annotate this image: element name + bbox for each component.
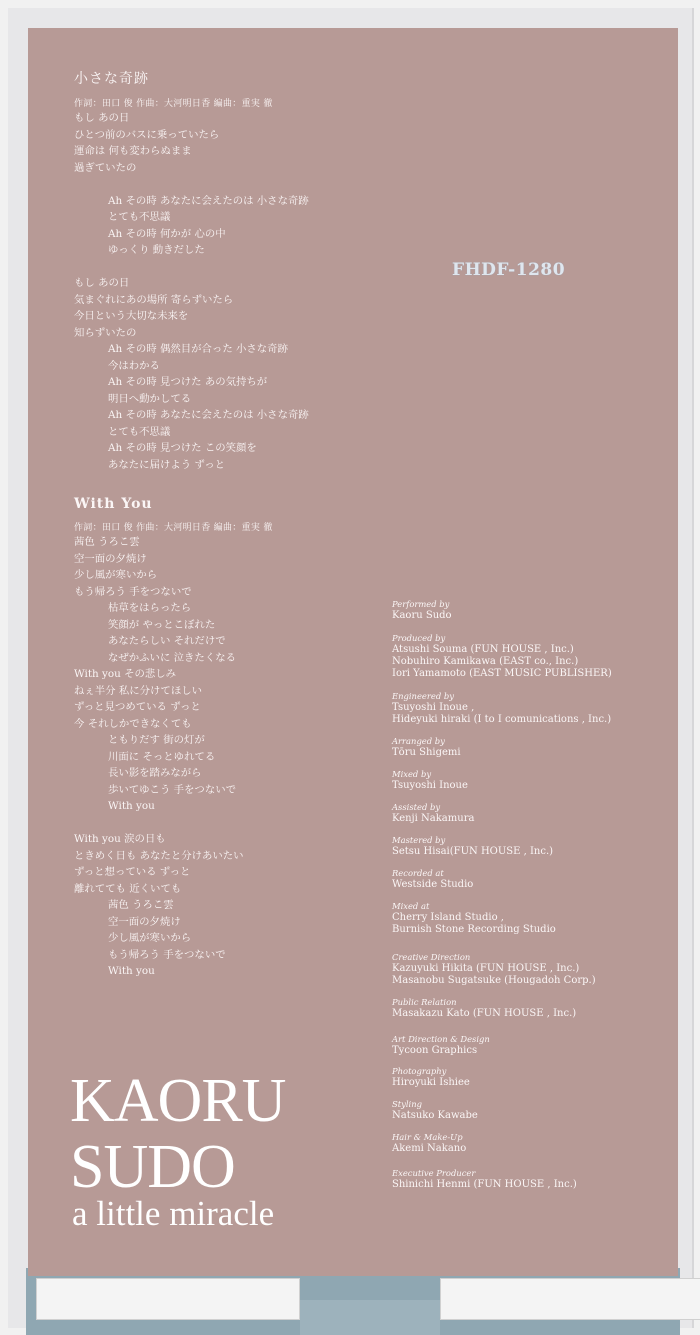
tray-tab-right: [440, 1278, 700, 1320]
lyric-line: 気まぐれにあの場所 寄らずいたら: [74, 293, 234, 306]
staff-name: Tsuyoshi Inoue: [392, 780, 468, 791]
staff-name: Atsushi Souma (FUN HOUSE , Inc.): [392, 644, 574, 655]
song2-lyrics: [74, 534, 244, 980]
staff-group: [392, 1033, 612, 1057]
lyric-line: ともりだす 街の灯が: [108, 734, 205, 746]
staff-group: [392, 834, 612, 858]
staff-name: Natsuko Kawabe: [392, 1110, 478, 1121]
staff-role: Public Relation: [392, 997, 457, 1007]
staff-role: Mixed at: [392, 901, 430, 911]
staff-group: [392, 632, 612, 680]
lyric-line: [74, 259, 309, 276]
staff-role: Creative Direction: [392, 952, 471, 962]
staff-name: Iori Yamamoto (EAST MUSIC PUBLISHER): [392, 668, 612, 679]
lyric-line: ひとつ前のバスに乗っていたら: [74, 128, 220, 141]
staff-role: Hair & Make-Up: [392, 1132, 463, 1142]
staff-credits: [392, 598, 612, 1191]
lyric-line: 歩いてゆこう 手をつないで: [108, 783, 236, 796]
lyric-line: 離れてても 近くいても: [74, 882, 182, 895]
staff-name: Akemi Nakano: [392, 1143, 467, 1154]
staff-name: Hiroyuki Ishiee: [392, 1077, 470, 1088]
song1-credits: 作詞：田口 俊 作曲：大河明日香 編曲：重実 徹: [74, 99, 273, 109]
staff-group: [392, 900, 612, 936]
staff-role: Recorded at: [392, 868, 444, 878]
staff-name: Shinichi Henmi (FUN HOUSE , Inc.): [392, 1179, 577, 1190]
lyric-line: あなたに届けよう ずっと: [108, 458, 225, 471]
lyric-line: Ah その時 偶然目が合った 小さな奇跡: [108, 343, 288, 355]
lyric-line: 茜色 うろこ雲: [108, 899, 174, 911]
lyric-line: With you: [108, 800, 155, 812]
lyric-line: 枯草をはらったら: [108, 602, 192, 614]
staff-group: [392, 1131, 612, 1155]
lyric-line: [74, 815, 244, 832]
lyric-line: あなたらしい それだけで: [108, 635, 226, 647]
song1-lyrics: [74, 110, 309, 473]
staff-group: [392, 768, 612, 792]
lyric-line: なぜかふいに 泣きたくなる: [108, 651, 236, 664]
staff-group: [392, 996, 612, 1020]
lyric-line: 知らずいたの: [74, 326, 137, 339]
lyric-line: 今はわかる: [108, 359, 160, 372]
staff-name: Setsu Hisai(FUN HOUSE , Inc.): [392, 846, 554, 857]
lyric-line: ずっと想っている ずっと: [74, 866, 191, 878]
lyric-line: 川面に そっとゆれてる: [108, 750, 216, 763]
album-title: a little miracle: [72, 1194, 275, 1233]
lyric-line: Ah その時 見つけた この笑顔を: [108, 442, 257, 454]
staff-group: [392, 1065, 612, 1089]
lyric-line: もし あの日: [74, 277, 130, 289]
lyric-line: 今 それしかできなくても: [74, 717, 192, 730]
lyric-line: Ah その時 何かが 心の中: [108, 227, 226, 240]
staff-group: [392, 1167, 612, 1191]
staff-role: Mixed by: [392, 769, 432, 779]
lyric-line: 明日へ動かしてる: [108, 392, 192, 405]
lyric-line: With you 涙の日も: [74, 833, 166, 845]
staff-role: Assisted by: [392, 802, 441, 812]
staff-role: Mastered by: [392, 835, 446, 845]
staff-role: Executive Producer: [392, 1168, 476, 1178]
staff-name: Tsuyoshi Inoue ,: [392, 702, 475, 713]
staff-role: Photography: [392, 1066, 447, 1076]
staff-name: Westside Studio: [392, 879, 474, 890]
lyric-line: 運命は 何も変わらぬまま: [74, 145, 192, 157]
lyric-line: 笑顔が やっとこぼれた: [108, 618, 216, 631]
song2-credits: 作詞：田口 俊 作曲：大河明日香 編曲：重実 徹: [74, 523, 273, 533]
lyric-line: 少し風が寒いから: [108, 932, 192, 944]
lyric-line: With you その悲しみ: [74, 668, 177, 680]
tray-tab-left: [36, 1278, 300, 1320]
staff-role: Engineered by: [392, 691, 454, 701]
lyric-line: とても不思議: [108, 211, 171, 223]
staff-name: Nobuhiro Kamikawa (EAST co., Inc.): [392, 656, 579, 667]
staff-role: Arranged by: [392, 736, 445, 746]
staff-name: Burnish Stone Recording Studio: [392, 924, 556, 935]
lyric-card: [28, 28, 678, 1276]
tray-gap: [300, 1300, 440, 1335]
staff-name: Masakazu Kato (FUN HOUSE , Inc.): [392, 1008, 577, 1019]
staff-role: Produced by: [392, 633, 446, 643]
staff-group: [392, 867, 612, 891]
song1-title: 小さな奇跡: [74, 71, 149, 87]
lyric-line: もし あの日: [74, 112, 130, 124]
staff-name: Kenji Nakamura: [392, 813, 475, 824]
lyric-line: 空一面の夕焼け: [74, 552, 147, 565]
staff-name: Masanobu Sugatsuke (Hougadoh Corp.): [392, 975, 596, 986]
staff-name: Tōru Shigemi: [392, 747, 461, 758]
staff-name: Tycoon Graphics: [392, 1045, 478, 1056]
lyric-line: ときめく日も あなたと分けあいたい: [74, 849, 244, 862]
lyric-line: ねぇ半分 私に分けてほしい: [74, 684, 202, 697]
staff-role: Styling: [392, 1099, 422, 1109]
staff-group: [392, 1098, 612, 1122]
lyric-line: 過ぎていたの: [74, 161, 137, 174]
lyric-line: Ah その時 あなたに会えたのは 小さな奇跡: [108, 409, 309, 421]
lyric-line: With you: [108, 965, 155, 977]
staff-group: [392, 690, 612, 726]
lyric-line: Ah その時 あなたに会えたのは 小さな奇跡: [108, 194, 309, 207]
lyric-line: 茜色 うろこ雲: [74, 536, 140, 548]
staff-name: Kaoru Sudo: [392, 610, 452, 621]
staff-group: [392, 735, 612, 759]
staff-role: Performed by: [392, 599, 450, 609]
staff-name: Hideyuki hiraki (I to I comunications , Inc.): [392, 714, 612, 725]
lyric-line: ゆっくり 動きだした: [108, 244, 205, 256]
catalog-number: FHDF-1280: [452, 260, 566, 280]
staff-group: [392, 801, 612, 825]
artist-name-line1: KAORU: [70, 1067, 286, 1135]
lyric-line: Ah その時 見つけた あの気持ちが: [108, 376, 268, 388]
staff-group: [392, 598, 612, 622]
lyric-line: 今日という大切な未来を: [74, 310, 189, 322]
staff-group: [392, 951, 612, 987]
staff-name: Cherry Island Studio ,: [392, 912, 504, 923]
lyric-line: [74, 176, 309, 193]
lyric-line: 長い影を踏みながら: [108, 767, 202, 779]
artist-name-line2: SUDO: [70, 1133, 235, 1201]
lyric-line: 少し風が寒いから: [74, 569, 158, 581]
lyric-line: とても不思議: [108, 425, 171, 438]
lyric-line: 空一面の夕焼け: [108, 915, 181, 928]
song2-title: With You: [74, 496, 153, 512]
lyric-line: もう帰ろう 手をつないで: [74, 585, 192, 598]
staff-name: Kazuyuki Hikita (FUN HOUSE , Inc.): [392, 963, 580, 974]
lyric-line: ずっと見つめている ずっと: [74, 701, 201, 713]
lyric-line: もう帰ろう 手をつないで: [108, 948, 226, 961]
staff-role: Art Direction & Design: [392, 1034, 490, 1044]
